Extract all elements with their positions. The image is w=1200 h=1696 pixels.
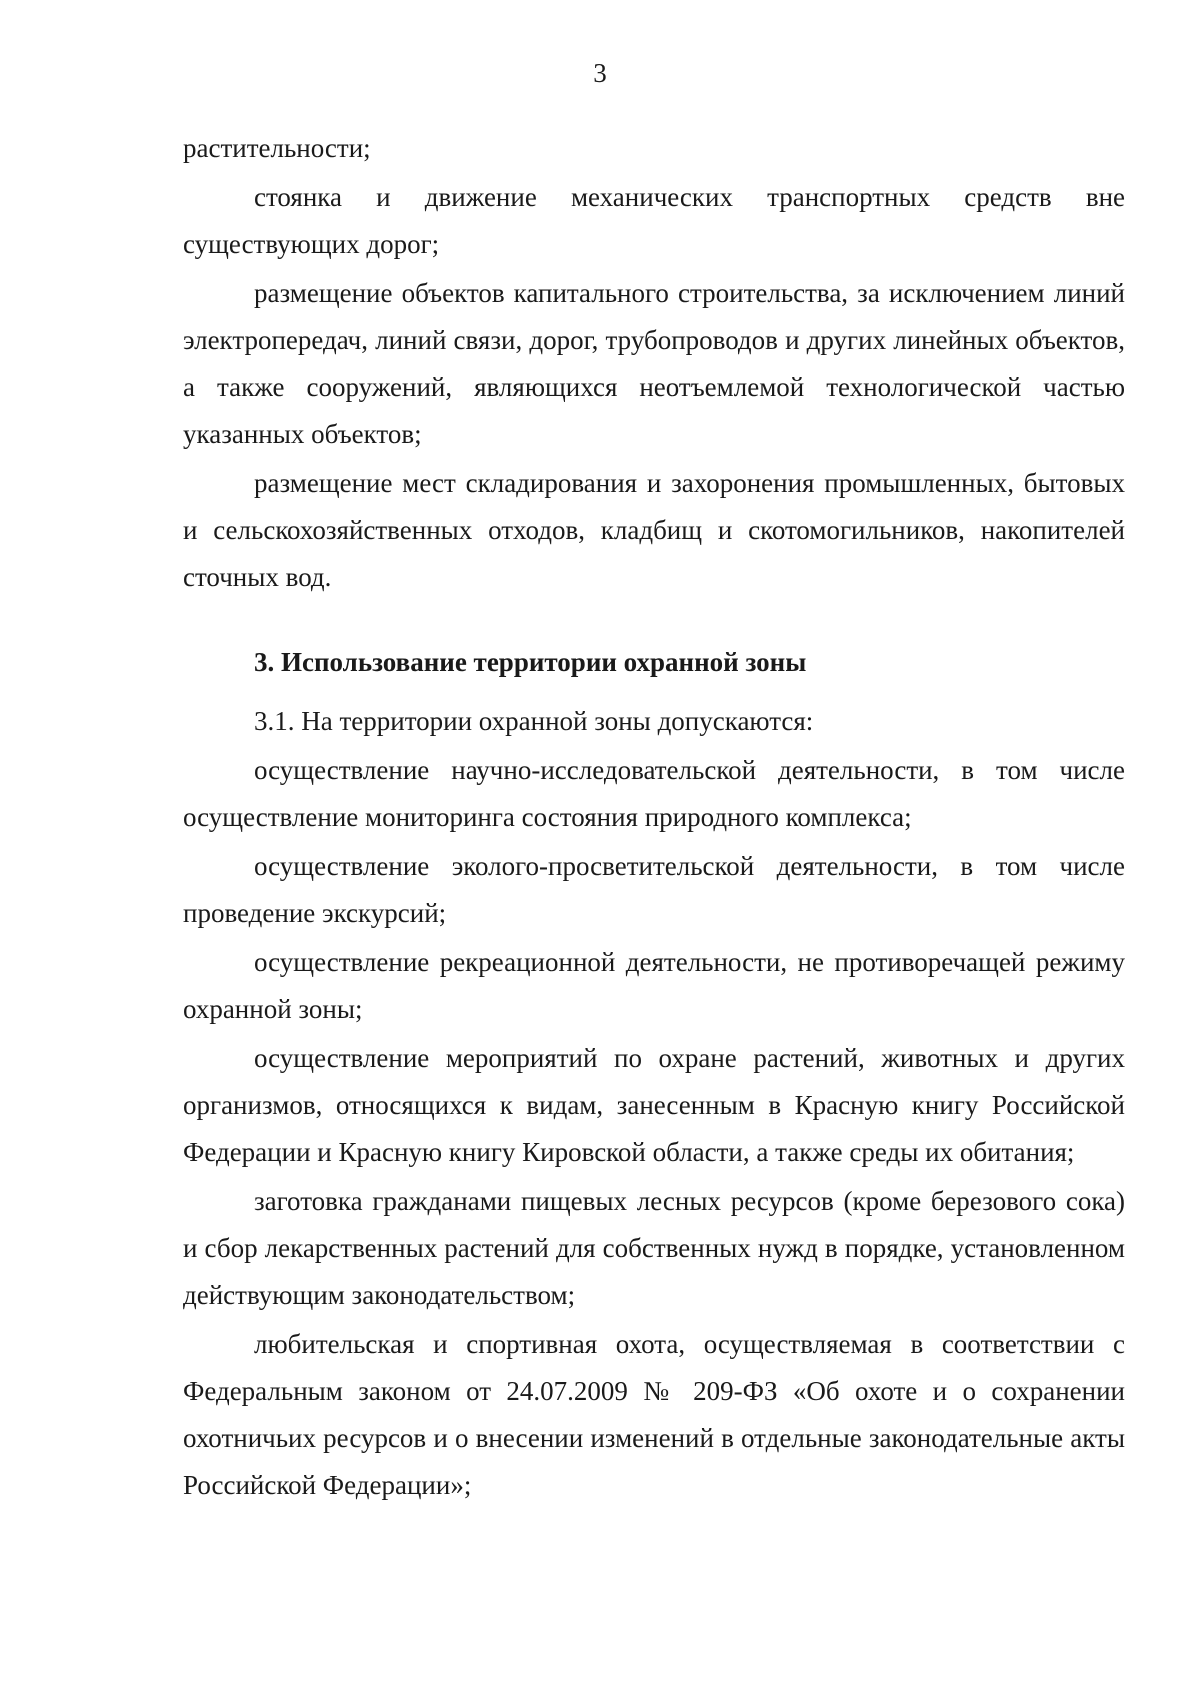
allowed-item-hunting: любительская и спортивная охота, осуществляемая в соответствии с Федеральным законом от 24.07.2009 № 209-ФЗ «Об охоте и о сохранении охотничьих ресурсов и о внесении изменений в отдельные законодательные акты Российской Федерации»; xyxy=(183,1329,1125,1500)
clause-3-1: 3.1. На территории охранной зоны допускаются: xyxy=(254,706,814,736)
allowed-item-protection: осуществление мероприятий по охране растений, животных и других организмов, относящихся к видам, занесенным в Красную книгу Российской Федерации и Красную книгу Кировской области, а также среды их обитания; xyxy=(183,1043,1125,1167)
paragraph-parking-restriction: стоянка и движение механических транспортных средств вне существующих дорог; xyxy=(183,182,1125,259)
allowed-item-research: осуществление научно-исследовательской деятельности, в том числе осуществление мониторинга состояния природного комплекса; xyxy=(183,755,1125,832)
paragraph-waste-restriction: размещение мест складирования и захоронения промышленных, бытовых и сельскохозяйственных отходов, кладбищ и скотомогильников, накопителей сточных вод. xyxy=(183,468,1125,592)
allowed-item-harvesting: заготовка гражданами пищевых лесных ресурсов (кроме березового сока) и сбор лекарственных растений для собственных нужд в порядке, установленном действующим законодательством; xyxy=(183,1186,1125,1310)
paragraph-construction-restriction: размещение объектов капитального строительства, за исключением линий электропередач, линий связи, дорог, трубопроводов и других линейных объектов, а также сооружений, являющихся неотъемлемой технологической частью указанных объектов; xyxy=(183,278,1125,449)
allowed-item-recreation: осуществление рекреационной деятельности, не противоречащей режиму охранной зоны; xyxy=(183,947,1125,1024)
paragraph-continuation: растительности; xyxy=(183,133,371,163)
section-heading: 3. Использование территории охранной зоны xyxy=(254,647,807,677)
page-content xyxy=(183,125,1125,1511)
allowed-item-education: осуществление эколого-просветительской деятельности, в том числе проведение экскурсий; xyxy=(183,851,1125,928)
page-number: 3 xyxy=(593,58,607,88)
